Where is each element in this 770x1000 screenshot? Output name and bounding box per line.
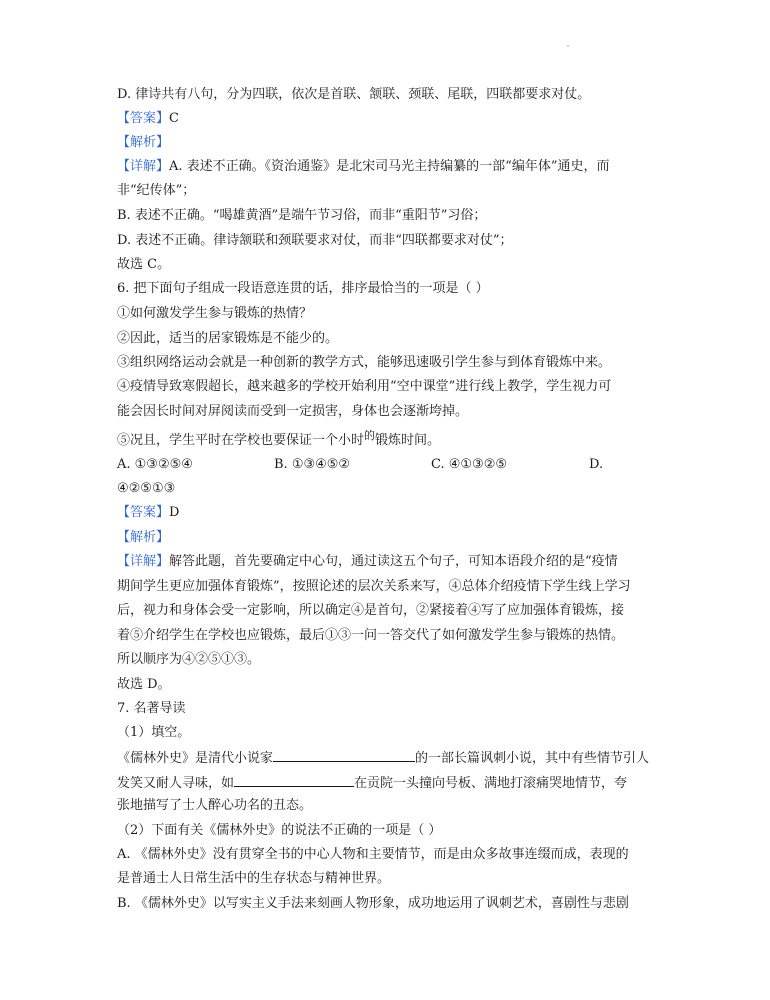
- answer-label: 【答案】: [117, 505, 170, 520]
- q6-option-a: A. ①③②⑤④: [117, 457, 193, 472]
- q7-fill-line-2: 发笑又耐人寻味，如 在贡院一头撞向号板、满地打滚痛哭地情节，夸: [117, 773, 627, 793]
- q7-part-2: （2）下面有关《儒林外史》的说法不正确的一项是（ ）: [117, 823, 442, 838]
- answer-value: C: [169, 111, 179, 126]
- q7-option-a-line-1: A. 《儒林外史》没有贯穿全书的中心人物和主要情节，而是由众多故事连缀而成，表现的: [117, 847, 629, 862]
- q6-sentence-5: ⑤况且，学生平时在学校也要保证一个小时$^的$锻炼时间。: [117, 429, 441, 448]
- q5-detail-line-2: 非“纪传体”；: [117, 183, 196, 198]
- q6-sentence-3: ③组织网络运动会就是一种创新的教学方式，能够迅速吸引学生参与到体育锻炼中来。: [117, 355, 612, 370]
- q6-detail-line-2: 期间学生更应加强体育锻炼”，按照论述的层次关系来写，④总体介绍疫情下学生线上学习: [117, 579, 631, 594]
- page-speck: [567, 45, 569, 47]
- q6-detail-line-5: 所以顺序为④②⑤①③。: [117, 652, 261, 667]
- answer-value: D: [169, 505, 180, 520]
- answer-label: 【答案】: [117, 111, 170, 126]
- detail-label: 【详解】: [117, 159, 170, 174]
- q6-sentence-4-line-1: ④疫情导致寒假超长，越来越多的学校开始利用“空中课堂”进行线上教学，学生视力可: [117, 379, 612, 394]
- q5-analysis-label: 【解析】: [117, 135, 170, 150]
- q6-detail-line-4: 着⑤介绍学生在学校也应锻炼，最后①③一问一答交代了如何激发学生参与锻炼的热情。: [117, 628, 625, 643]
- q5-answer: [117, 110, 179, 128]
- q6-sentence-2: ②因此，适当的居家锻炼是不能少的。: [117, 331, 339, 346]
- q5-detail-line-1: 【详解】A. 表述不正确。《资治通鉴》是北宋司马光主持编纂的一部“编年体”通史，而: [117, 159, 610, 174]
- q6-detail-line-3: 后，视力和身体会受一定影响，所以确定④是首句，②紧接着④写了应加强体育锻炼，接: [117, 603, 625, 618]
- q6-sentence-4-line-2: 能会因长时间对屏阅读而受到一定损害，身体也会逐渐垮掉。: [117, 404, 469, 419]
- detail-label: 【详解】: [117, 554, 170, 569]
- q7-fill-line-3: 张地描写了士人醉心功名的丑态。: [117, 798, 313, 813]
- q6-answer: [117, 504, 179, 522]
- q6-option-d-value: ④②⑤①③: [117, 481, 176, 496]
- q5-option-d: D. 律诗共有八句，分为四联，依次是首联、颔联、颈联、尾联，四联都要求对仗。: [117, 87, 591, 102]
- q7-option-b-line-1: B. 《儒林外史》以写实主义手法来刻画人物形象，成功地运用了讽刺艺术，喜剧性与悲剧: [117, 896, 629, 911]
- fill-blank-character[interactable]: [234, 773, 354, 787]
- q6-sentence-1: ①如何激发学生参与锻炼的热情？: [117, 306, 313, 321]
- q6-analysis-label: 【解析】: [117, 530, 170, 545]
- q5-conclusion: 故选 C。: [117, 257, 171, 272]
- q6-stem: 6. 把下面句子组成一段语意连贯的话，排序最恰当的一项是（ ）: [117, 281, 489, 296]
- q6-conclusion: 故选 D。: [117, 677, 171, 692]
- q6-option-d: D.: [589, 457, 604, 472]
- q6-detail-line-1: 【详解】解答此题，首先要确定中心句，通过读这五个句子，可知本语段介绍的是“疫情: [117, 554, 618, 569]
- q5-detail-line-3: B. 表述不正确。“喝雄黄酒”是端午节习俗，而非“重阳节”习俗；: [117, 208, 487, 223]
- q7-fill-line-1: 《儒林外史》是清代小说家 的一部长篇讽刺小说，其中有些情节引人: [117, 748, 649, 768]
- fill-blank-author[interactable]: [273, 748, 415, 762]
- q7-stem: 7. 名著导读: [117, 701, 186, 716]
- q7-part-1: （1）填空。: [117, 725, 191, 740]
- q5-detail-line-4: D. 表述不正确。律诗颔联和颈联要求对仗，而非“四联都要求对仗”；: [117, 233, 513, 248]
- q6-option-c: C. ④①③②⑤: [431, 457, 508, 472]
- q6-option-b: B. ①③④⑤②: [274, 457, 351, 472]
- q7-option-a-line-2: 是普通士人日常生活中的生存状态与精神世界。: [117, 871, 391, 886]
